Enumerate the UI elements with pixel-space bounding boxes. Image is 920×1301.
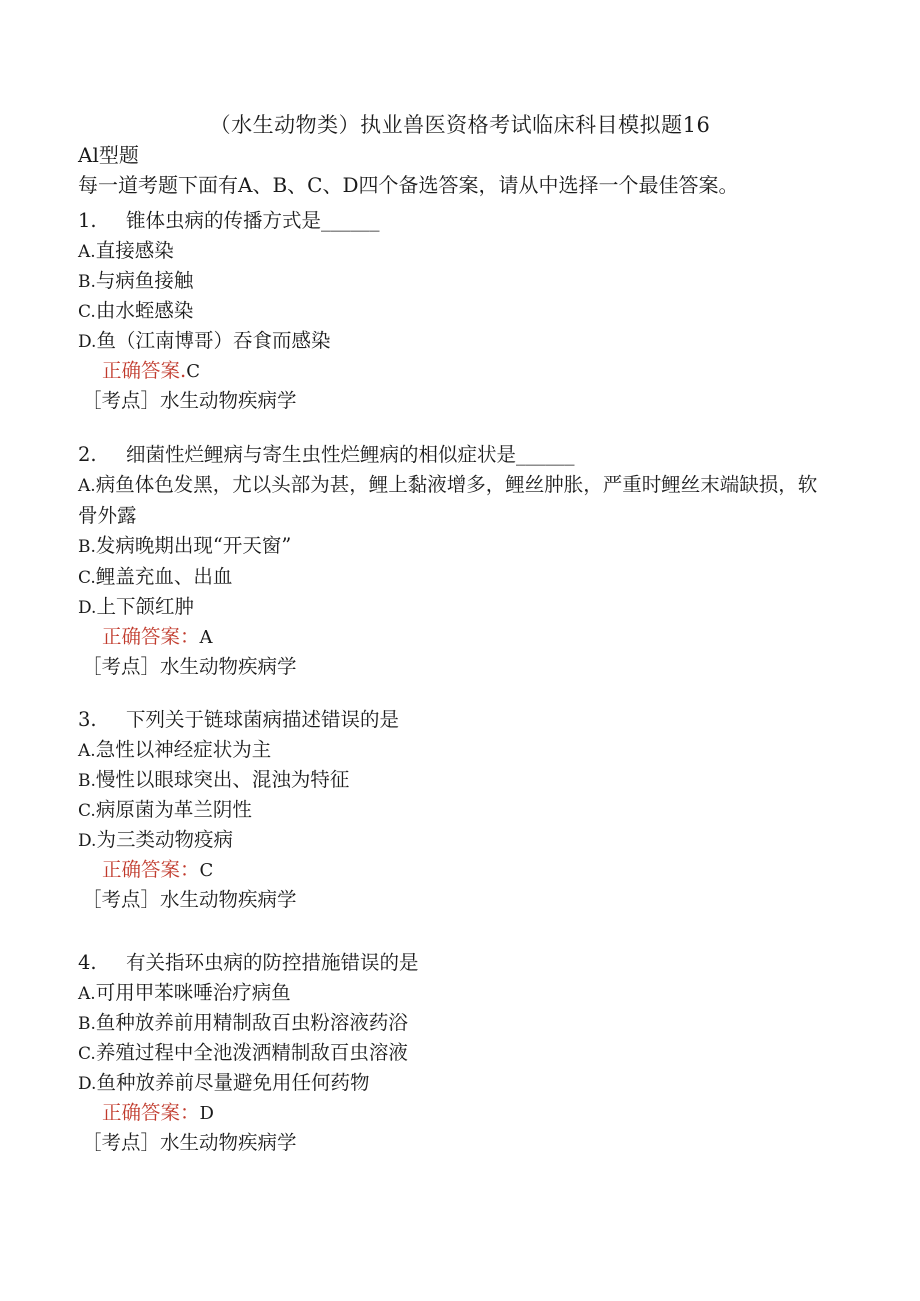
question-text: 细菌性烂鲤病与寄生虫性烂鲤病的相似症状是______ (126, 443, 575, 466)
question-text: 锥体虫病的传播方式是______ (126, 209, 380, 232)
answer-value: C (186, 361, 200, 382)
option-letter: C. (78, 1044, 96, 1064)
option-letter: C. (78, 302, 96, 322)
instructions-text: 每一道考题下面有A、B、C、D四个备选答案，请从中选择一个最佳答案。 (78, 173, 739, 197)
option-b (78, 765, 349, 796)
correct-answer (102, 855, 213, 886)
option-b (78, 1008, 408, 1039)
option-letter: A. (78, 476, 96, 496)
option-text: 上下颌红肿 (96, 595, 194, 618)
question-text: 有关指环虫病的防控措施错误的是 (126, 951, 419, 974)
question-2-stem (78, 440, 575, 470)
question-number: 1. (78, 209, 97, 232)
option-text: 急性以神经症状为主 (95, 738, 272, 761)
question-3-stem (78, 705, 399, 735)
option-b (78, 266, 193, 297)
question-text: 下列关于链球菌病描述错误的是 (126, 708, 400, 731)
option-d (78, 825, 233, 856)
option-d (78, 592, 194, 623)
option-letter: B. (78, 1014, 96, 1034)
option-text: 由水蛭感染 (95, 299, 194, 322)
question-number: 4. (78, 951, 97, 974)
topic-note: ［考点］水生动物疾病学 (82, 655, 297, 678)
topic-note: ［考点］水生动物疾病学 (82, 888, 297, 911)
option-text: 病鱼体色发黑，尤以头部为甚，鲤上黏液增多，鲤丝肿胀，严重时鲤丝末端缺损，软骨外露 (78, 473, 818, 527)
option-c (78, 562, 232, 593)
option-d (78, 1068, 369, 1099)
question-1-stem (78, 206, 380, 236)
option-a (78, 735, 271, 766)
section-heading: Al型题 (78, 143, 139, 167)
topic-note: ［考点］水生动物疾病学 (82, 1131, 297, 1154)
option-text: 可用甲苯咪唾治疗病鱼 (95, 981, 291, 1004)
answer-label: 正确答案： (102, 625, 200, 648)
option-c (78, 296, 193, 327)
question-number: 2. (78, 443, 97, 466)
option-text: 病原菌为革兰阴性 (95, 798, 252, 821)
correct-answer (102, 1098, 214, 1129)
option-letter: B. (78, 272, 96, 292)
answer-value: A (199, 627, 213, 648)
option-letter: A. (78, 984, 96, 1004)
option-letter: A. (78, 741, 96, 761)
question-number: 3. (78, 708, 97, 731)
option-letter: D. (78, 831, 97, 851)
option-b (78, 531, 291, 562)
option-letter: D. (78, 598, 97, 618)
option-a (78, 236, 174, 267)
option-letter: B. (78, 537, 96, 557)
document-title: （水生动物类）执业兽医资格考试临床科目模拟题16 (209, 113, 711, 137)
option-text: 为三类动物疫病 (96, 828, 233, 851)
answer-label: 正确答案： (102, 858, 200, 881)
option-d (78, 326, 330, 357)
option-letter: C. (78, 568, 96, 588)
question-4-stem (78, 948, 419, 978)
option-letter: D. (78, 332, 97, 352)
option-text: 与病鱼接触 (95, 269, 194, 292)
option-letter: A. (78, 242, 96, 262)
answer-label: 正确答案. (102, 359, 187, 382)
option-c (78, 1038, 408, 1069)
option-text: 慢性以眼球突出、混浊为特征 (95, 768, 350, 791)
answer-value: D (199, 1103, 214, 1124)
option-a (78, 978, 291, 1009)
option-a (78, 470, 818, 531)
answer-value: C (199, 860, 214, 881)
answer-label: 正确答案： (102, 1101, 200, 1124)
option-text: 直接感染 (95, 239, 174, 262)
option-text: 鱼种放养前用精制敌百虫粉溶液药浴 (95, 1011, 408, 1034)
option-text: 发病晚期出现“开天窗” (95, 534, 292, 557)
correct-answer (102, 622, 213, 653)
option-text: 鲤盖充血、出血 (95, 565, 233, 588)
option-text: 养殖过程中全池泼洒精制敌百虫溶液 (95, 1041, 408, 1064)
correct-answer (102, 356, 200, 387)
topic-note: ［考点］水生动物疾病学 (82, 389, 297, 412)
option-letter: B. (78, 771, 96, 791)
option-text: 鱼（江南博哥）吞食而感染 (96, 329, 331, 352)
option-c (78, 795, 252, 826)
option-letter: D. (78, 1074, 97, 1094)
option-text: 鱼种放养前尽量避免用任何药物 (96, 1071, 370, 1094)
option-letter: C. (78, 801, 96, 821)
